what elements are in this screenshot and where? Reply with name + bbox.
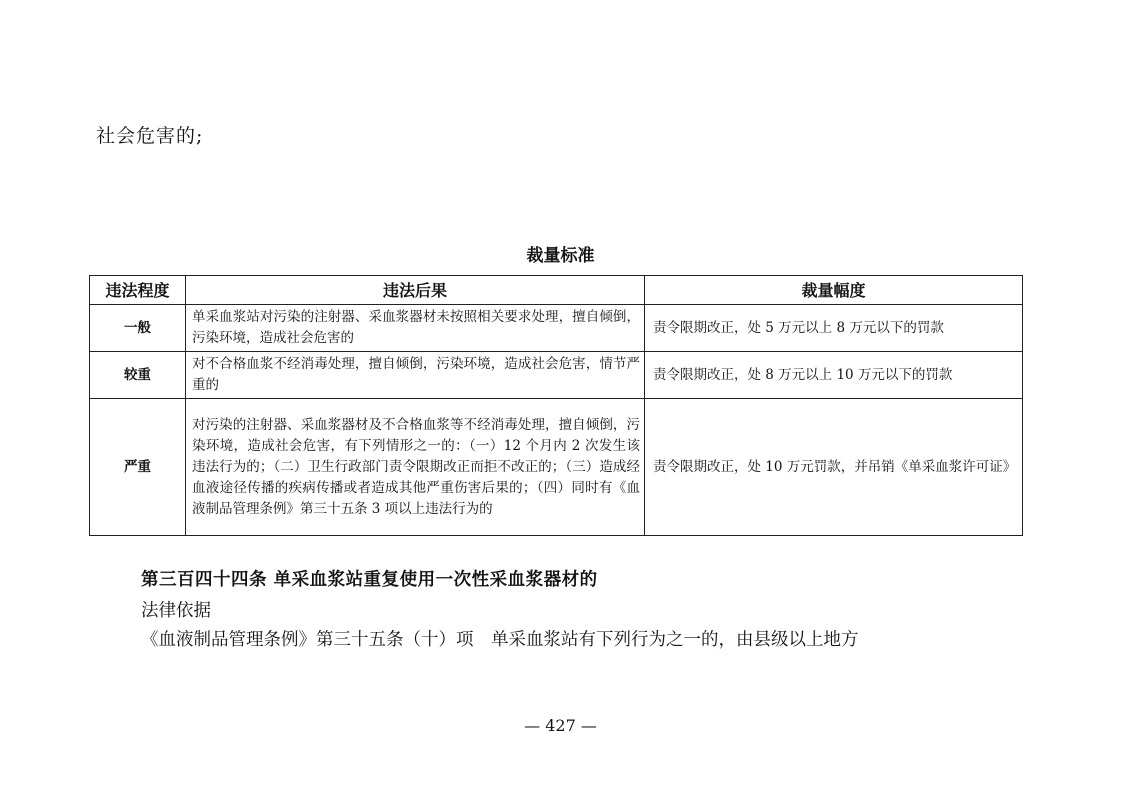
violation-level: 严重	[90, 399, 186, 536]
legal-basis-text: 《血液制品管理条例》第三十五条（十）项 单采血浆站有下列行为之一的，由县级以上地方	[141, 630, 859, 650]
table-row	[90, 399, 1023, 536]
violation-consequence: 单采血浆站对污染的注射器、采血浆器材未按照相关要求处理，擅自倾倒，污染环境，造成社会危害的	[186, 305, 645, 352]
table-row	[90, 305, 1023, 352]
violation-consequence: 对污染的注射器、采血浆器材及不合格血浆等不经消毒处理，擅自倾倒，污染环境，造成社会危害，有下列情形之一的：（一）12 个月内 2 次发生该违法行为的；（二）卫生行政部门责令限期改正而拒不改正的；（三）造成经血液途径传播的疾病传播或者造成其他严重伤害后果的；（四）同时有《血液制品管理条例》第三十五条 3 项以上违法行为的	[186, 399, 645, 536]
carry-over-line: 社会危害的;	[96, 125, 204, 147]
article-title: 第三百四十四条 单采血浆站重复使用一次性采血浆器材的	[141, 570, 598, 590]
table-row	[90, 352, 1023, 399]
violation-level: 一般	[90, 305, 186, 352]
violation-level: 较重	[90, 352, 186, 399]
header-penalty-range: 裁量幅度	[645, 276, 1023, 305]
header-violation-consequence: 违法后果	[186, 276, 645, 305]
table-header-row	[90, 276, 1023, 305]
penalty-range: 责令限期改正，处 10 万元罚款，并吊销《单采血浆许可证》	[645, 399, 1023, 536]
discretion-standard-table	[89, 275, 1023, 536]
table-title: 裁量标准	[526, 246, 595, 266]
page-number: — 427 —	[524, 716, 597, 735]
penalty-range: 责令限期改正，处 5 万元以上 8 万元以下的罚款	[645, 305, 1023, 352]
header-violation-level: 违法程度	[90, 276, 186, 305]
violation-consequence: 对不合格血浆不经消毒处理，擅自倾倒，污染环境，造成社会危害，情节严重的	[186, 352, 645, 399]
penalty-range: 责令限期改正，处 8 万元以上 10 万元以下的罚款	[645, 352, 1023, 399]
legal-basis-label: 法律依据	[141, 601, 211, 621]
